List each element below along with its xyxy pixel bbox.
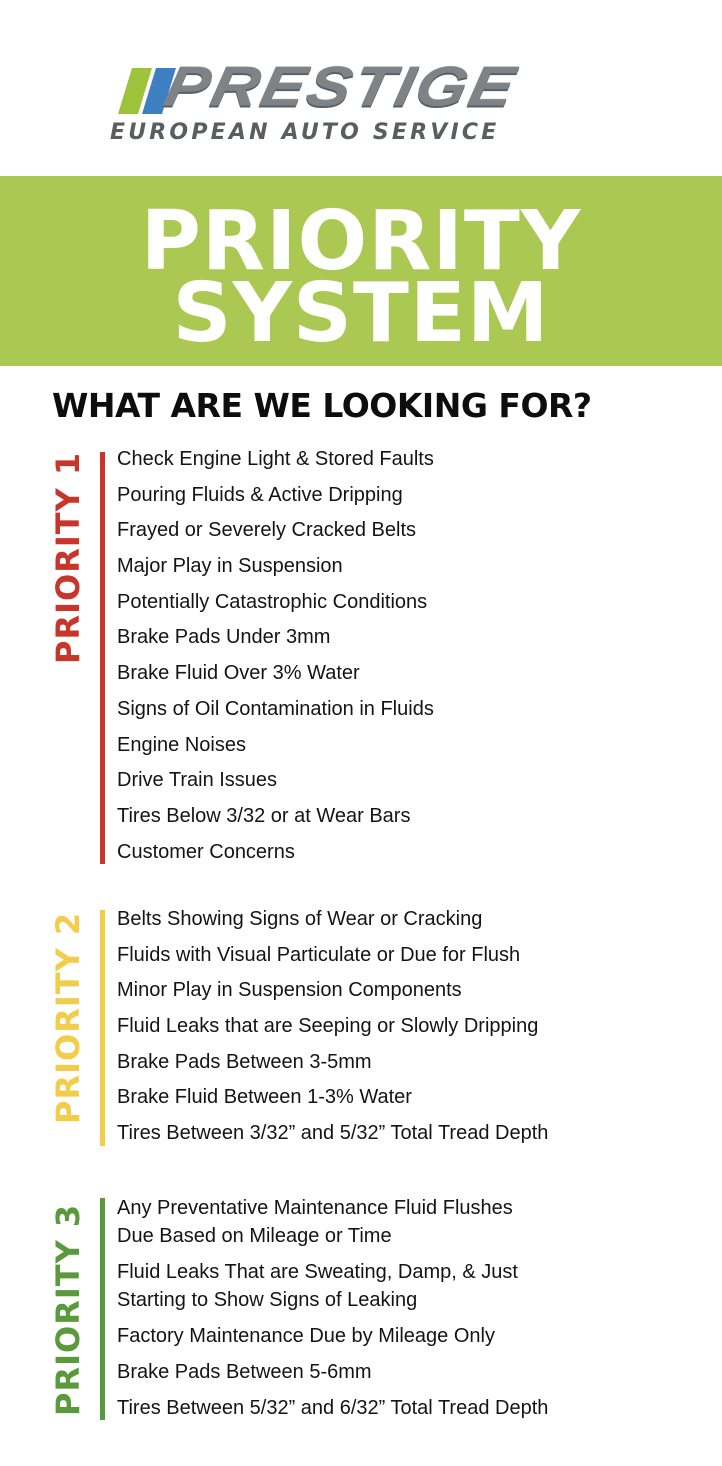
- list-item: Tires Between 3/32” and 5/32” Total Tread Depth: [117, 1122, 549, 1145]
- list-item: Brake Fluid Between 1-3% Water: [117, 1086, 412, 1109]
- list-item: Minor Play in Suspension Components: [117, 979, 462, 1002]
- priority-1-section: [0, 446, 722, 862]
- list-item: Customer Concerns: [117, 840, 295, 863]
- list-item: Brake Pads Between 5-6mm: [117, 1361, 372, 1383]
- list-item: Frayed or Severely Cracked Belts: [117, 519, 417, 542]
- list-item: Fluid Leaks That are Sweating, Damp, & Just: [117, 1261, 518, 1283]
- list-item: Brake Fluid Over 3% Water: [117, 662, 360, 685]
- priority-2-bar: [100, 910, 105, 1146]
- priority-3-section: [0, 1194, 722, 1420]
- logo: [0, 0, 722, 175]
- priority-1-bar: [100, 452, 105, 864]
- list-item: Potentially Catastrophic Conditions: [117, 590, 428, 613]
- banner-title-line2: SYSTEM: [172, 266, 550, 361]
- list-item: Due Based on Mileage or Time: [117, 1225, 392, 1247]
- list-item: Engine Noises: [117, 733, 246, 756]
- section-heading: WHAT ARE WE LOOKING FOR?: [52, 386, 592, 425]
- priority-1-list: [117, 442, 434, 870]
- banner-title-line1: PRIORITY: [140, 194, 582, 289]
- priority-3-label: PRIORITY 3: [49, 1203, 87, 1416]
- list-item: Any Preventative Maintenance Fluid Flushes: [117, 1197, 513, 1219]
- list-item: Tires Below 3/32 or at Wear Bars: [117, 804, 411, 827]
- list-item: Fluids with Visual Particulate or Due for Flush: [117, 943, 521, 966]
- list-item: Belts Showing Signs of Wear or Cracking: [117, 908, 483, 930]
- list-item: Major Play in Suspension: [117, 555, 343, 578]
- list-item: Drive Train Issues: [117, 769, 278, 792]
- priority-2-section: [0, 906, 722, 1146]
- list-item: Tires Between 5/32” and 6/32” Total Tread Depth: [117, 1397, 549, 1419]
- list-item: Pouring Fluids & Active Dripping: [117, 483, 403, 506]
- priority-1-label: PRIORITY 1: [49, 451, 87, 664]
- list-item: Starting to Show Signs of Leaking: [117, 1289, 418, 1311]
- list-item: Factory Maintenance Due by Mileage Only: [117, 1325, 495, 1347]
- priority-2-list: [117, 902, 548, 1152]
- title-banner: [0, 176, 722, 366]
- list-item: Brake Pads Between 3-5mm: [117, 1050, 372, 1073]
- priority-3-list: [117, 1194, 548, 1430]
- list-item: Fluid Leaks that are Seeping or Slowly Dripping: [117, 1015, 539, 1038]
- list-item: Signs of Oil Contamination in Fluids: [117, 697, 434, 720]
- list-item: Brake Pads Under 3mm: [117, 626, 331, 649]
- priority-2-label: PRIORITY 2: [49, 911, 87, 1124]
- logo-tagline: EUROPEAN AUTO SERVICE: [110, 120, 500, 145]
- logo-brand: PRESTIGE: [159, 54, 523, 118]
- priority-3-bar: [100, 1198, 105, 1420]
- list-item: Check Engine Light & Stored Faults: [117, 448, 434, 470]
